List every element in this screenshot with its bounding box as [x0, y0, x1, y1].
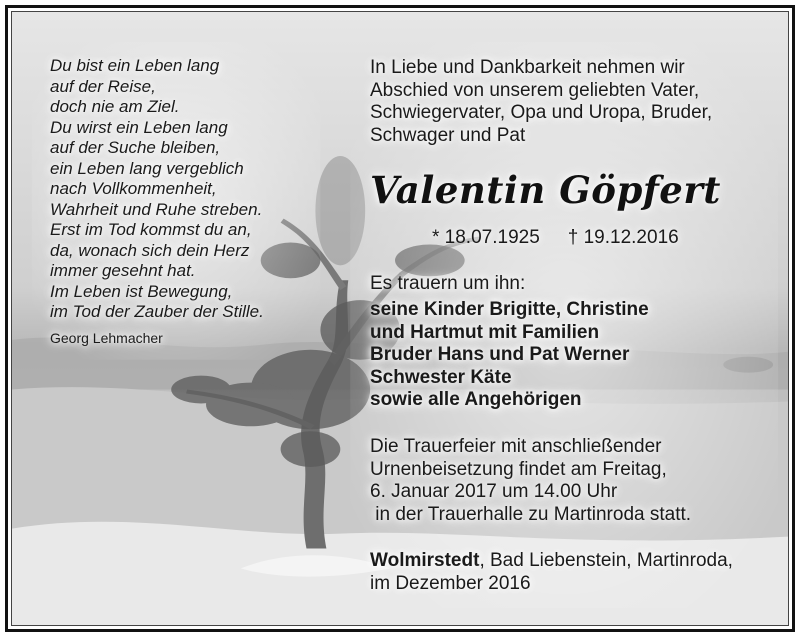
poem-line: im Tod der Zauber der Stille.: [50, 302, 264, 321]
ceremony-info: [370, 436, 789, 526]
obituary-card: [5, 5, 795, 632]
poem: [50, 56, 320, 323]
poem-line: doch nie am Ziel.: [50, 97, 180, 116]
mourner-line: und Hartmut mit Familien: [370, 321, 600, 343]
poem-line: auf der Suche bleiben,: [50, 138, 221, 157]
poem-line: auf der Reise,: [50, 76, 156, 96]
place-others: , Bad Liebenstein, Martinroda,: [479, 550, 733, 571]
intro-line: Abschied von unserem geliebten Vater,: [370, 79, 700, 101]
poem-line: Im Leben ist Bewegung,: [50, 281, 233, 301]
poem-line: immer gesehnt hat.: [50, 261, 196, 280]
life-dates: [432, 227, 707, 249]
ceremony-line: Urnenbeisetzung findet am Freitag,: [370, 458, 667, 480]
mourners-list: [370, 299, 789, 412]
ceremony-line: Die Trauerfeier mit anschließender: [370, 436, 662, 457]
intro-line: Schwiegervater, Opa und Uropa, Bruder,: [370, 102, 713, 123]
poem-author: Georg Lehmacher: [50, 330, 163, 346]
death-date: † 19.12.2016: [567, 227, 679, 248]
poem-line: Du bist ein Leben lang: [50, 56, 220, 75]
intro-text: [370, 57, 789, 147]
obituary-inner-frame: [11, 11, 789, 626]
intro-line: Schwager und Pat: [370, 124, 526, 146]
poem-line: Du wirst ein Leben lang: [50, 117, 228, 137]
place-and-date: [370, 550, 789, 595]
poem-line: Erst im Tod kommst du an,: [50, 220, 252, 239]
poem-line: da, wonach sich dein Herz: [50, 240, 250, 260]
deceased-name: Valentin Göpfert: [370, 168, 721, 212]
birth-date: * 18.07.1925: [432, 227, 540, 248]
mourner-line: seine Kinder Brigitte, Christine: [370, 299, 649, 320]
mourner-line: Schwester Käte: [370, 366, 512, 388]
poem-line: ein Leben lang vergeblich: [50, 158, 244, 178]
mourners-title: Es trauern um ihn:: [370, 273, 526, 294]
place-line: [370, 550, 789, 573]
mourner-line: sowie alle Angehörigen: [370, 389, 582, 410]
ceremony-line: 6. Januar 2017 um 14.00 Uhr: [370, 481, 618, 502]
poem-line: nach Vollkommenheit,: [50, 179, 217, 198]
mourner-line: Bruder Hans und Pat Werner: [370, 344, 630, 365]
intro-line: In Liebe und Dankbarkeit nehmen wir: [370, 57, 685, 78]
ceremony-line: in der Trauerhalle zu Martinroda statt.: [370, 503, 692, 525]
place-primary: Wolmirstedt: [370, 550, 480, 571]
notice-date: im Dezember 2016: [370, 572, 531, 594]
poem-line: Wahrheit und Ruhe streben.: [50, 199, 263, 219]
